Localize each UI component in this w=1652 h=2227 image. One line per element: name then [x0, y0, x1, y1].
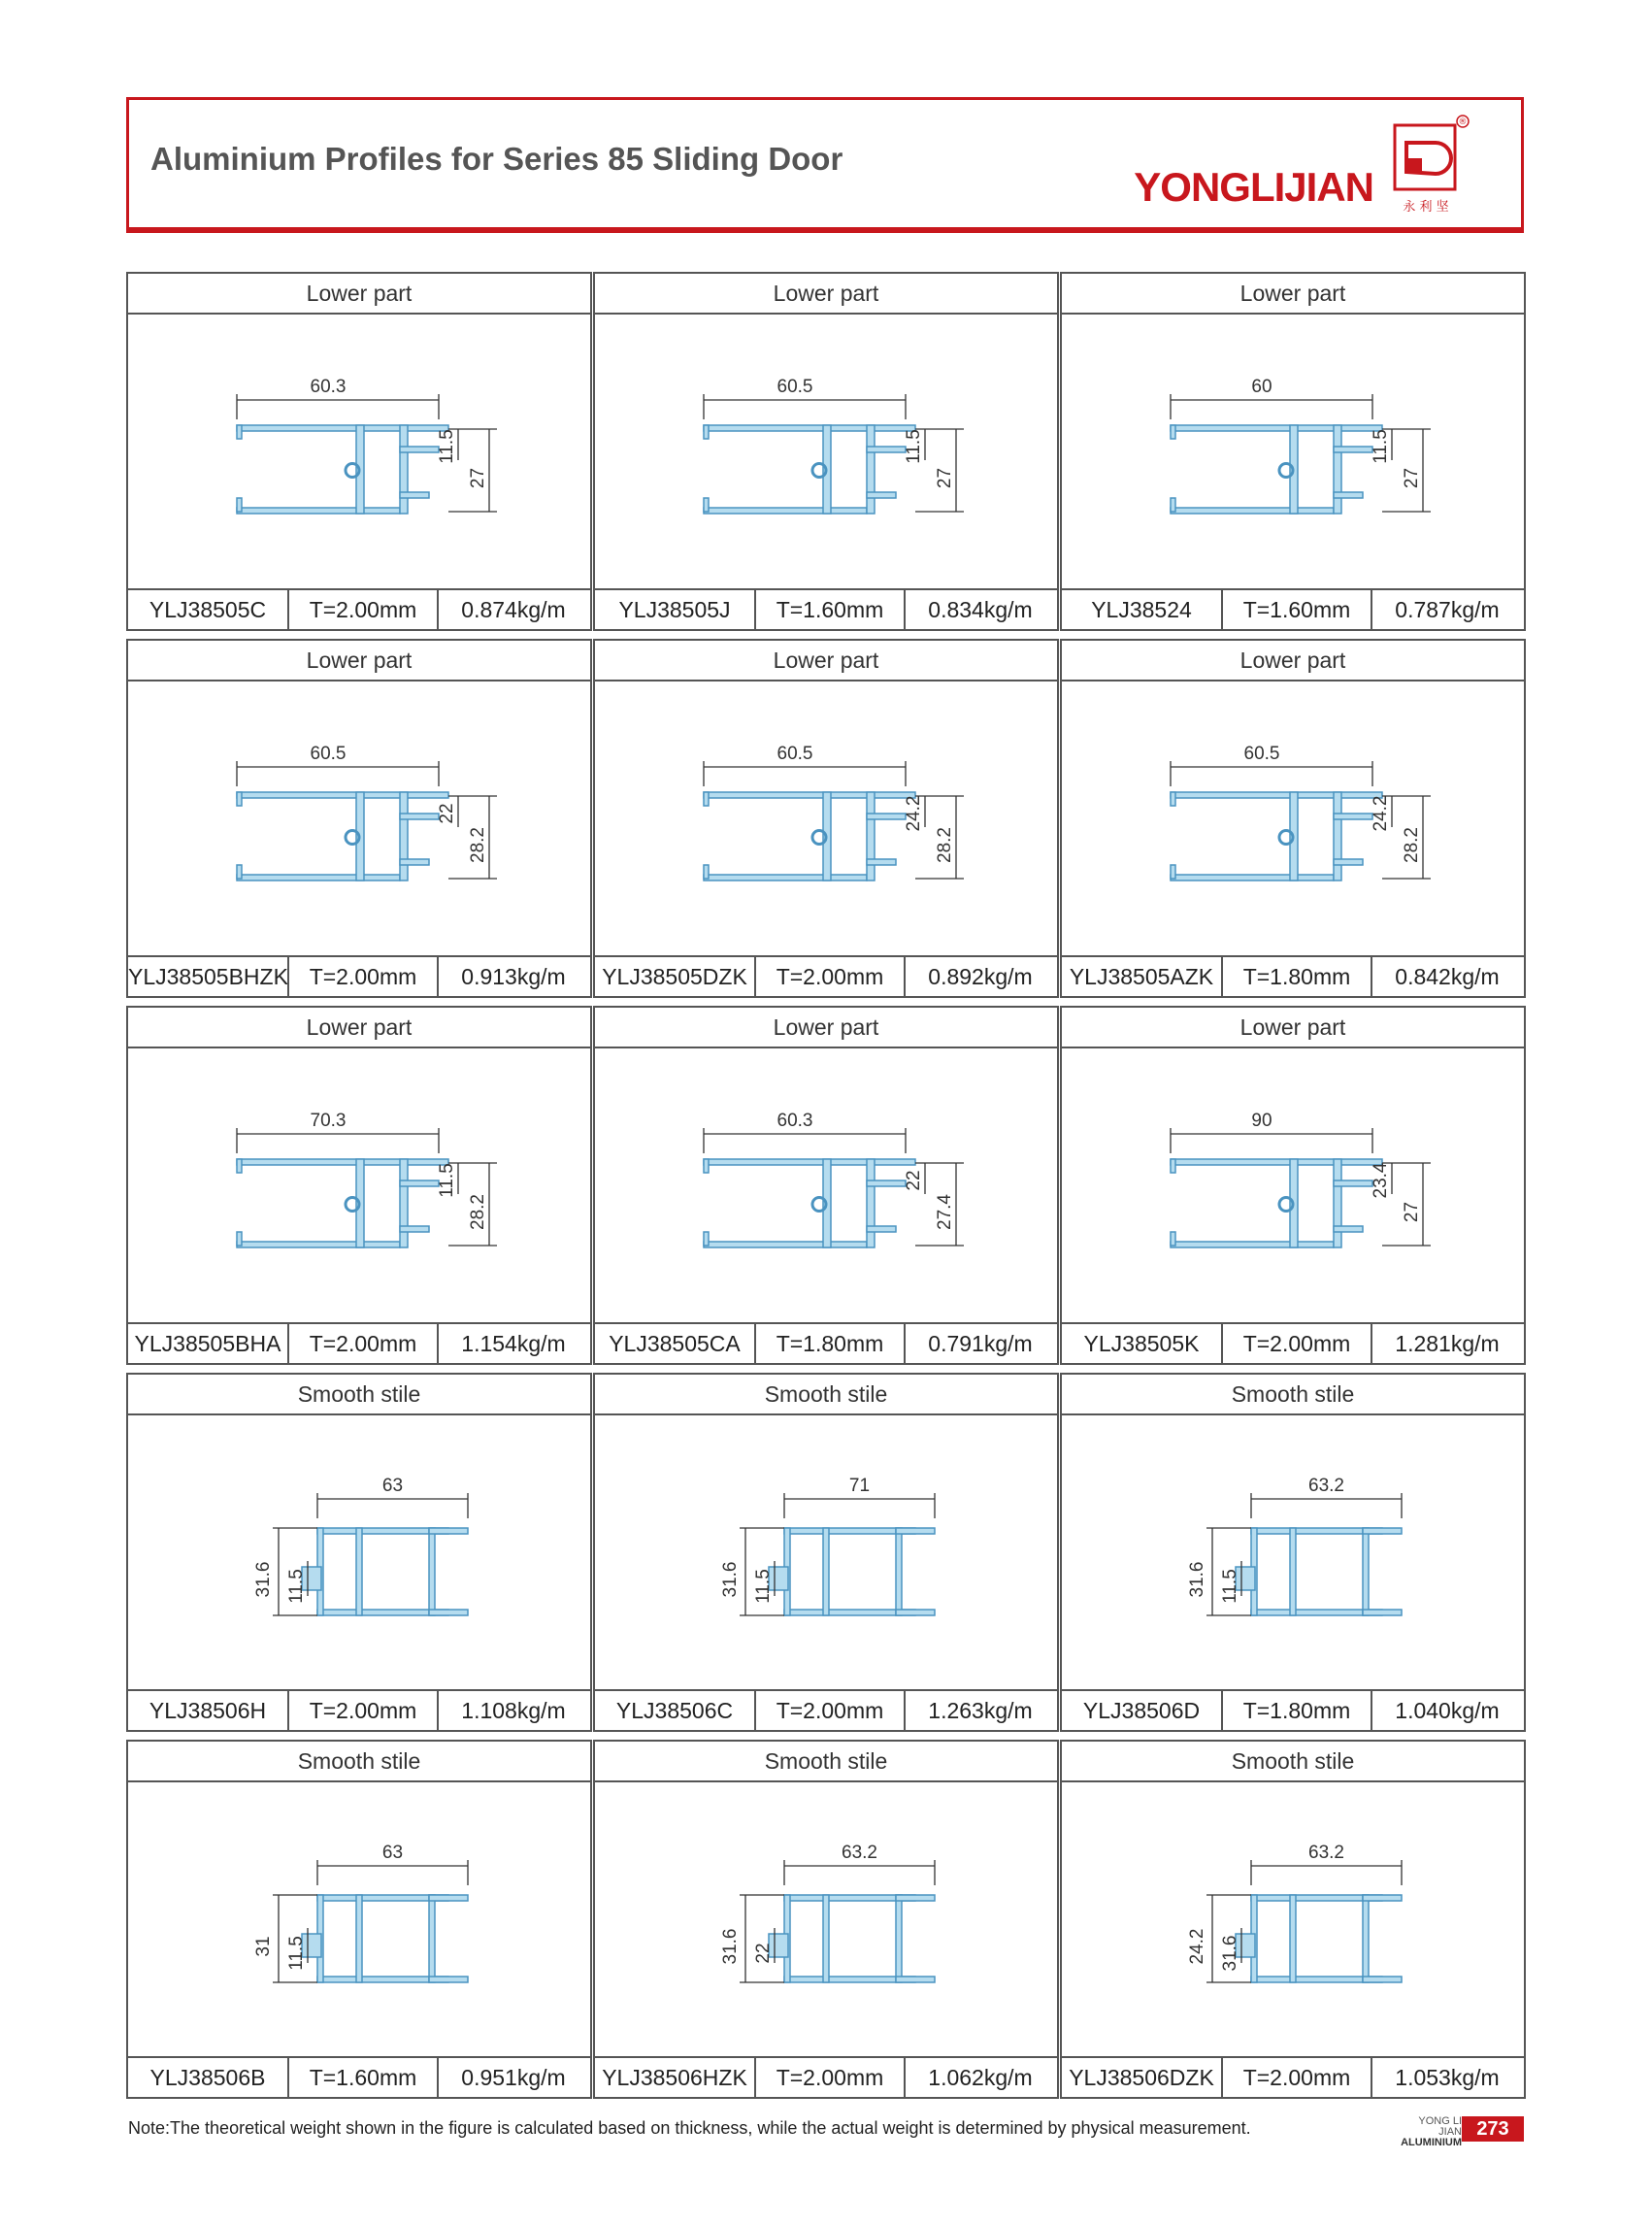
height-label-2: 11.5	[1220, 1569, 1240, 1604]
profile-top-flange	[704, 425, 915, 431]
footer-brand-name: YONG LI JIAN	[1418, 2115, 1462, 2138]
height-label-2: 27	[1402, 467, 1422, 489]
profile-left-lip-bottom	[1171, 865, 1175, 879]
profile-left-lip-bottom	[237, 498, 242, 512]
height-label-2: 28.2	[935, 827, 955, 863]
profile-left-lip	[704, 425, 709, 439]
profile-left-lip	[237, 792, 242, 806]
profile-weight: 0.951kg/m	[461, 2065, 566, 2090]
profile-top-flange	[237, 792, 448, 798]
profile-web-right	[1334, 425, 1341, 514]
profile-bottom-hook	[429, 1610, 468, 1615]
profile-inner-flange	[1334, 1180, 1372, 1186]
profile-row	[126, 1740, 1526, 2099]
profile-category: Smooth stile	[595, 1742, 1057, 1782]
profile-grid	[126, 272, 1526, 2107]
profile-inner-flange-bottom	[867, 859, 896, 865]
height-label-2: 28.2	[468, 1194, 488, 1230]
profile-bottom-flange	[1171, 508, 1334, 514]
profile-code: YLJ38506D	[1082, 1698, 1201, 1723]
profile-code: YLJ38505C	[149, 597, 267, 622]
profile-code: YLJ38524	[1091, 597, 1192, 622]
profile-drawing	[1062, 680, 1524, 957]
profile-row	[126, 1373, 1526, 1732]
profile-cell	[1060, 639, 1526, 998]
profile-category: Lower part	[595, 274, 1057, 315]
profile-web-right	[400, 425, 408, 514]
profile-right-wall	[896, 1895, 902, 1982]
profile-thickness: T=1.80mm	[1221, 1691, 1372, 1730]
profile-cell	[1060, 1373, 1526, 1732]
height-label-1: 22	[904, 1170, 924, 1191]
profile-left-lip-bottom	[704, 865, 709, 879]
profile-thickness: T=2.00mm	[754, 1691, 906, 1730]
profile-top-flange	[1171, 425, 1382, 431]
profile-drawing	[1062, 1780, 1524, 2058]
profile-drawing	[595, 1413, 1057, 1691]
profile-right-wall	[1363, 1895, 1369, 1982]
profile-left-lip	[1171, 425, 1175, 439]
profile-thickness: T=2.00mm	[287, 1324, 439, 1363]
profile-drawing	[595, 680, 1057, 957]
profile-inner-flange-bottom	[1334, 1226, 1363, 1232]
width-label: 60.5	[310, 744, 347, 764]
profile-cell	[126, 639, 592, 998]
profile-left-lip	[1171, 1159, 1175, 1173]
profile-thickness: T=2.00mm	[1221, 2058, 1372, 2097]
profile-weight: 0.874kg/m	[461, 597, 566, 622]
profile-code: YLJ38505J	[618, 597, 731, 622]
height-label-1: 31	[253, 1936, 274, 1957]
profile-weight: 0.892kg/m	[928, 964, 1033, 989]
profile-bottom-flange	[704, 875, 867, 881]
profile-weight: 0.791kg/m	[928, 1331, 1033, 1356]
footer-note: Note:The theoretical weight shown in the figure is calculated based on thickness, while the actual weight is determined by physical measurement.	[128, 2118, 1251, 2138]
profile-weight: 1.263kg/m	[928, 1698, 1033, 1723]
profile-inner-flange-bottom	[867, 1226, 896, 1232]
profile-spec-row	[595, 588, 1057, 629]
profile-cell	[126, 1006, 592, 1365]
profile-bottom-flange	[704, 508, 867, 514]
profile-top-hook	[1363, 1895, 1402, 1901]
profile-drawing	[595, 1780, 1057, 2058]
profile-category: Smooth stile	[1062, 1375, 1524, 1415]
width-label: 63.2	[1308, 1843, 1344, 1863]
height-label-1: 22	[437, 803, 457, 824]
profile-left-lip-bottom	[1171, 498, 1175, 512]
profile-top-flange	[1171, 1159, 1382, 1165]
profile-thickness: T=2.00mm	[754, 2058, 906, 2097]
page-number: 273	[1462, 2116, 1524, 2142]
profile-thickness: T=2.00mm	[1221, 1324, 1372, 1363]
profile-category: Lower part	[128, 274, 590, 315]
width-label: 71	[848, 1476, 871, 1496]
profile-code: YLJ38505BHZK	[128, 964, 288, 989]
profile-drawing	[595, 313, 1057, 590]
profile-code: YLJ38506H	[149, 1698, 267, 1723]
height-label-1: 24.2	[904, 795, 924, 832]
profile-inner-flange	[400, 814, 439, 819]
profile-spec-row	[128, 2056, 590, 2097]
profile-code: YLJ38505BHA	[134, 1331, 281, 1356]
profile-drawing	[128, 1413, 590, 1691]
profile-thickness: T=2.00mm	[287, 1691, 439, 1730]
profile-spec-row	[1062, 1689, 1524, 1730]
width-label: 63.2	[1308, 1476, 1344, 1496]
height-label-2: 27	[468, 467, 488, 489]
width-label: 60.5	[776, 744, 813, 764]
profile-cell	[126, 1373, 592, 1732]
profile-code: YLJ38505AZK	[1069, 964, 1214, 989]
profile-web-right	[867, 792, 875, 881]
profile-cell	[593, 639, 1059, 998]
profile-thickness: T=2.00mm	[754, 957, 906, 996]
profile-thickness: T=1.80mm	[754, 1324, 906, 1363]
profile-left-lip-bottom	[704, 1232, 709, 1246]
profile-drawing	[128, 313, 590, 590]
width-label: 60.3	[310, 377, 347, 397]
profile-drawing	[128, 1047, 590, 1324]
profile-thickness: T=1.80mm	[1221, 957, 1372, 996]
height-label-2: 28.2	[1402, 827, 1422, 863]
profile-bottom-flange	[237, 1242, 400, 1247]
profile-bottom-hook	[429, 1977, 468, 1982]
profile-left-lip-bottom	[1171, 1232, 1175, 1246]
height-label-1: 31.6	[1187, 1561, 1207, 1598]
profile-bottom-flange	[237, 875, 400, 881]
profile-inner-flange	[400, 1180, 439, 1186]
height-label-1: 11.5	[1371, 429, 1391, 464]
profile-weight: 1.040kg/m	[1395, 1698, 1500, 1723]
profile-row	[126, 272, 1526, 631]
brand-name: YONGLIJIAN	[1134, 164, 1373, 210]
height-label-1: 24.2	[1371, 795, 1391, 832]
height-label-1: 24.2	[1187, 1928, 1207, 1965]
profile-inner-wall	[1290, 1895, 1296, 1982]
profile-spec-row	[1062, 588, 1524, 629]
profile-inner-flange	[867, 447, 906, 452]
profile-category: Lower part	[128, 641, 590, 681]
profile-category: Smooth stile	[1062, 1742, 1524, 1782]
footer-brand	[1394, 2116, 1462, 2148]
profile-left-lip	[237, 425, 242, 439]
width-label: 63	[381, 1843, 404, 1863]
profile-web-right	[867, 1159, 875, 1247]
width-label: 63	[381, 1476, 404, 1496]
profile-top-flange	[237, 1159, 448, 1165]
profile-inner-flange-bottom	[400, 859, 429, 865]
profile-cell	[593, 1740, 1059, 2099]
profile-drawing	[1062, 1047, 1524, 1324]
profile-row	[126, 639, 1526, 998]
profile-spec-row	[595, 955, 1057, 996]
height-label-2: 11.5	[753, 1569, 774, 1604]
page-title: Aluminium Profiles for Series 85 Sliding Door	[150, 141, 843, 177]
profile-right-wall	[896, 1528, 902, 1615]
brand-chinese: 永 利 坚	[1403, 200, 1449, 215]
profile-row	[126, 1006, 1526, 1365]
height-label-2: 31.6	[1220, 1935, 1240, 1972]
profile-inner-wall	[356, 1895, 362, 1982]
profile-thickness: T=1.60mm	[1221, 590, 1372, 629]
height-label-1: 31.6	[253, 1561, 274, 1598]
profile-category: Smooth stile	[128, 1375, 590, 1415]
profile-thickness: T=1.60mm	[287, 2058, 439, 2097]
profile-category: Lower part	[1062, 274, 1524, 315]
width-label: 70.3	[310, 1111, 347, 1131]
profile-inner-flange	[867, 1180, 906, 1186]
profile-thickness: T=2.00mm	[287, 957, 439, 996]
height-label-2: 11.5	[286, 1936, 307, 1971]
profile-top-flange	[704, 792, 915, 798]
profile-inner-flange-bottom	[400, 1226, 429, 1232]
profile-inner-wall	[823, 1528, 829, 1615]
profile-category: Lower part	[1062, 1008, 1524, 1048]
profile-web-right	[1334, 1159, 1341, 1247]
profile-category: Smooth stile	[595, 1375, 1057, 1415]
profile-left-lip-bottom	[237, 865, 242, 879]
profile-category: Lower part	[128, 1008, 590, 1048]
profile-top-flange	[237, 425, 448, 431]
registered-mark: ®	[1458, 117, 1468, 127]
profile-spec-row	[1062, 1322, 1524, 1363]
profile-bottom-hook	[1363, 1977, 1402, 1982]
profile-weight: 0.834kg/m	[928, 597, 1033, 622]
profile-spec-row	[595, 1689, 1057, 1730]
profile-spec-row	[128, 1322, 590, 1363]
width-label: 60.5	[1243, 744, 1280, 764]
profile-spec-row	[128, 955, 590, 996]
profile-bottom-flange	[1171, 875, 1334, 881]
profile-right-wall	[429, 1528, 435, 1615]
profile-bottom-flange	[237, 508, 400, 514]
height-label-1: 11.5	[437, 1163, 457, 1198]
profile-inner-flange-bottom	[1334, 859, 1363, 865]
height-label-1: 11.5	[904, 429, 924, 464]
profile-inner-flange	[1334, 447, 1372, 452]
profile-spec-row	[128, 1689, 590, 1730]
profile-bottom-flange	[704, 1242, 867, 1247]
profile-top-hook	[896, 1528, 935, 1534]
footer-brand-sub: ALUMINIUM	[1401, 2137, 1462, 2148]
profile-category: Lower part	[1062, 641, 1524, 681]
profile-cell	[1060, 1740, 1526, 2099]
profile-right-wall	[1363, 1528, 1369, 1615]
profile-drawing	[1062, 313, 1524, 590]
profile-weight: 0.787kg/m	[1395, 597, 1500, 622]
profile-cell	[593, 1006, 1059, 1365]
height-label-1: 11.5	[437, 429, 457, 464]
width-label: 60	[1251, 377, 1272, 397]
profile-bottom-hook	[896, 1610, 935, 1615]
profile-bottom-hook	[1363, 1610, 1402, 1615]
profile-code: YLJ38505CA	[609, 1331, 741, 1356]
profile-spec-row	[1062, 955, 1524, 996]
profile-code: YLJ38505K	[1083, 1331, 1200, 1356]
profile-weight: 1.062kg/m	[928, 2065, 1033, 2090]
profile-bottom-hook	[896, 1977, 935, 1982]
profile-weight: 0.842kg/m	[1395, 964, 1500, 989]
height-label-2: 27	[1402, 1201, 1422, 1223]
profile-code: YLJ38506B	[149, 2065, 266, 2090]
profile-bottom-flange	[1171, 1242, 1334, 1247]
profile-inner-wall	[1290, 1528, 1296, 1615]
profile-cell	[1060, 1006, 1526, 1365]
profile-inner-flange	[400, 447, 439, 452]
height-label-2: 27.4	[935, 1194, 955, 1230]
profile-inner-flange-bottom	[1334, 492, 1363, 498]
profile-inner-flange	[1334, 814, 1372, 819]
profile-code: YLJ38505DZK	[602, 964, 747, 989]
profile-drawing	[128, 680, 590, 957]
profile-code: YLJ38506C	[615, 1698, 734, 1723]
profile-inner-wall	[823, 1895, 829, 1982]
profile-top-hook	[429, 1528, 468, 1534]
brand-logo-icon	[1385, 114, 1472, 220]
profile-thickness: T=1.60mm	[754, 590, 906, 629]
height-label-2: 11.5	[286, 1569, 307, 1604]
profile-cell	[126, 1740, 592, 2099]
profile-left-lip	[704, 1159, 709, 1173]
profile-top-flange	[704, 1159, 915, 1165]
width-label: 60.3	[776, 1111, 813, 1131]
profile-code: YLJ38506DZK	[1069, 2065, 1214, 2090]
profile-inner-flange-bottom	[867, 492, 896, 498]
profile-spec-row	[595, 2056, 1057, 2097]
profile-web-right	[867, 425, 875, 514]
profile-cell	[593, 1373, 1059, 1732]
page-header	[126, 97, 1524, 233]
profile-right-wall	[429, 1895, 435, 1982]
width-label: 60.5	[776, 377, 813, 397]
profile-cell	[126, 272, 592, 631]
profile-cell	[593, 272, 1059, 631]
height-label-1: 31.6	[720, 1561, 741, 1598]
profile-weight: 1.108kg/m	[461, 1698, 566, 1723]
profile-weight: 1.281kg/m	[1395, 1331, 1500, 1356]
profile-web-right	[1334, 792, 1341, 881]
profile-inner-flange-bottom	[400, 492, 429, 498]
width-label: 90	[1251, 1111, 1272, 1131]
profile-drawing	[128, 1780, 590, 2058]
profile-inner-flange	[867, 814, 906, 819]
profile-category: Lower part	[595, 641, 1057, 681]
height-label-2: 28.2	[468, 827, 488, 863]
profile-spec-row	[1062, 2056, 1524, 2097]
profile-spec-row	[128, 588, 590, 629]
profile-category: Smooth stile	[128, 1742, 590, 1782]
profile-left-lip	[237, 1159, 242, 1173]
profile-top-hook	[1363, 1528, 1402, 1534]
profile-weight: 1.154kg/m	[461, 1331, 566, 1356]
profile-drawing	[595, 1047, 1057, 1324]
profile-top-hook	[896, 1895, 935, 1901]
profile-drawing	[1062, 1413, 1524, 1691]
profile-left-lip-bottom	[237, 1232, 242, 1246]
height-label-2: 22	[753, 1943, 774, 1964]
profile-top-flange	[1171, 792, 1382, 798]
profile-cell	[1060, 272, 1526, 631]
height-label-1: 23.4	[1371, 1162, 1391, 1199]
profile-category: Lower part	[595, 1008, 1057, 1048]
profile-weight: 1.053kg/m	[1395, 2065, 1500, 2090]
profile-left-lip	[704, 792, 709, 806]
height-label-2: 27	[935, 467, 955, 489]
profile-inner-wall	[356, 1528, 362, 1615]
profile-left-lip	[1171, 792, 1175, 806]
profile-code: YLJ38506HZK	[602, 2065, 747, 2090]
profile-web-right	[400, 792, 408, 881]
profile-thickness: T=2.00mm	[287, 590, 439, 629]
profile-spec-row	[595, 1322, 1057, 1363]
width-label: 63.2	[842, 1843, 877, 1863]
height-label-1: 31.6	[720, 1928, 741, 1965]
profile-top-hook	[429, 1895, 468, 1901]
profile-weight: 0.913kg/m	[461, 964, 566, 989]
profile-web-right	[400, 1159, 408, 1247]
profile-left-lip-bottom	[704, 498, 709, 512]
